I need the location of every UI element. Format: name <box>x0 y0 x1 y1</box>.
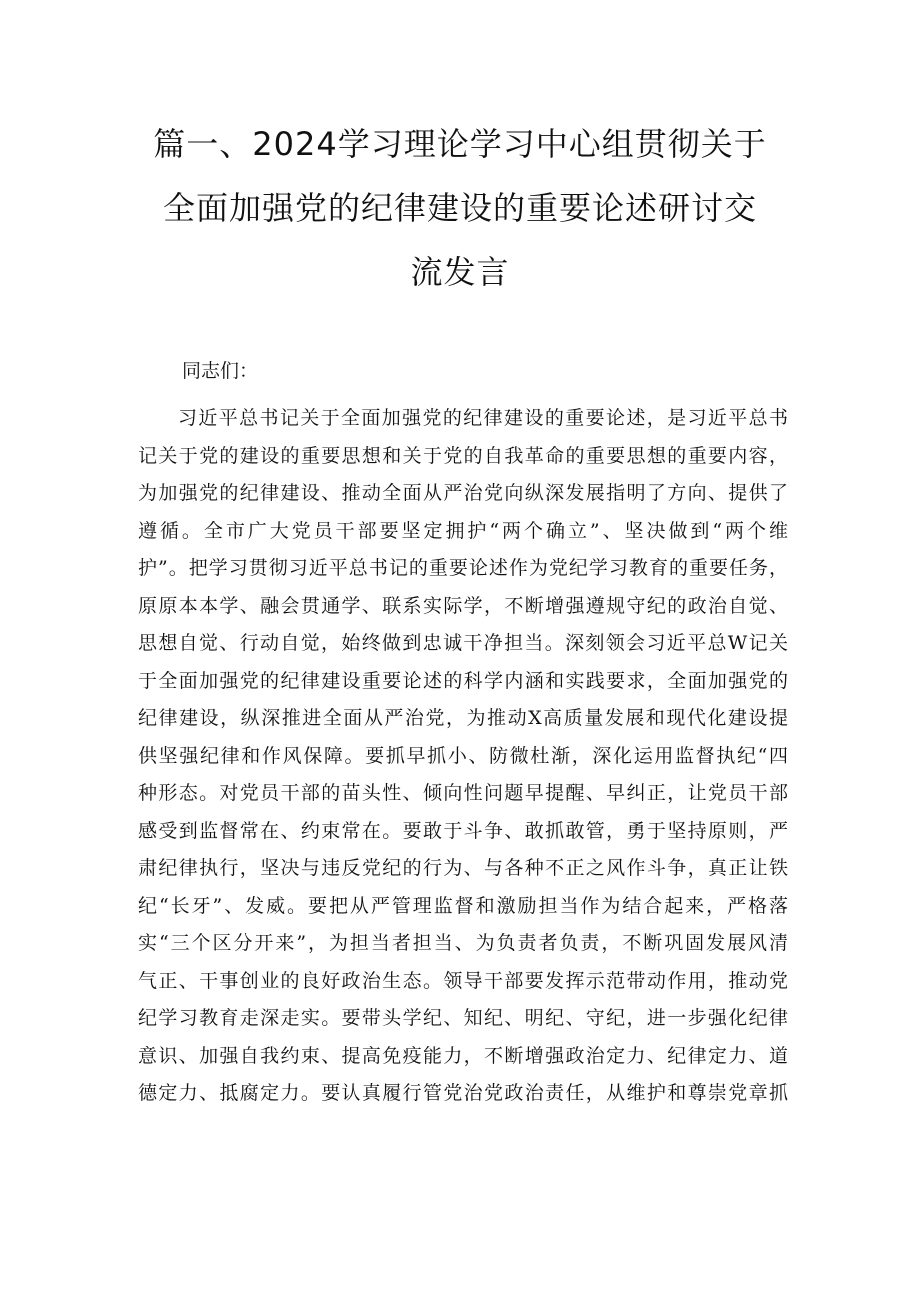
body-line: 记关于党的建设的重要思想和关于党的自我革命的重要思想的重要内容， <box>138 444 788 467</box>
body-line: 原原本本学、融会贯通学、联系实际学，不断增强遵规守纪的政治自觉、 <box>138 594 788 617</box>
body-line: 实“三个区分开来”，为担当者担当、为负责者负责，不断巩固发展风清 <box>138 932 788 954</box>
body-line: 于全面加强党的纪律建设重要论述的科学内涵和实践要求，全面加强党的 <box>138 669 788 692</box>
body-line: 习近平总书记关于全面加强党的纪律建设的重要论述，是习近平总书 <box>178 407 788 429</box>
body-line: 护”。把学习贯彻习近平总书记的重要论述作为党纪学习教育的重要任务， <box>138 557 788 579</box>
body-line: 纪学习教育走深走实。要带头学纪、知纪、明纪、守纪，进一步强化纪律 <box>138 1007 788 1029</box>
body-line: 意识、加强自我约束、提高免疫能力，不断增强政治定力、纪律定力、道 <box>138 1044 788 1067</box>
salutation: 同志们： <box>182 360 259 382</box>
body-line: 纪“长牙”、发威。要把从严管理监督和激励担当作为结合起来，严格落 <box>138 894 788 917</box>
title-line: 全面加强党的纪律建设的重要论述研讨交 <box>162 189 757 227</box>
body-line: 种形态。对党员干部的苗头性、倾向性问题早提醒、早纠正，让党员干部 <box>138 782 788 804</box>
body-line: 遵循。全市广大党员干部要坚定拥护“两个确立”、坚决做到“两个维 <box>138 519 788 542</box>
body-line: 纪律建设，纵深推进全面从严治党，为推动X高质量发展和现代化建设提 <box>138 707 788 729</box>
title-line: 流发言 <box>410 253 510 291</box>
body-paragraph <box>138 400 788 1113</box>
body-line: 感受到监督常在、约束常在。要敢于斗争、敢抓敢管，勇于坚持原则，严 <box>138 819 788 842</box>
body-line: 为加强党的纪律建设、推动全面从严治党向纵深发展指明了方向、提供了 <box>138 482 788 504</box>
document-title <box>120 112 800 304</box>
body-line: 供坚强纪律和作风保障。要抓早抓小、防微杜渐，深化运用监督执纪“四 <box>138 744 788 767</box>
title-line: 篇一、2024学习理论学习中心组贯彻关于 <box>153 125 767 163</box>
body-line: 气正、干事创业的良好政治生态。领导干部要发挥示范带动作用，推动党 <box>138 969 788 992</box>
body-line: 思想自觉、行动自觉，始终做到忠诚干净担当。深刻领会习近平总W记关 <box>138 632 788 654</box>
body-line: 德定力、抵腐定力。要认真履行管党治党政治责任，从维护和尊崇党章抓 <box>138 1082 788 1104</box>
body-line: 肃纪律执行，坚决与违反党纪的行为、与各种不正之风作斗争，真正让铁 <box>138 857 788 879</box>
